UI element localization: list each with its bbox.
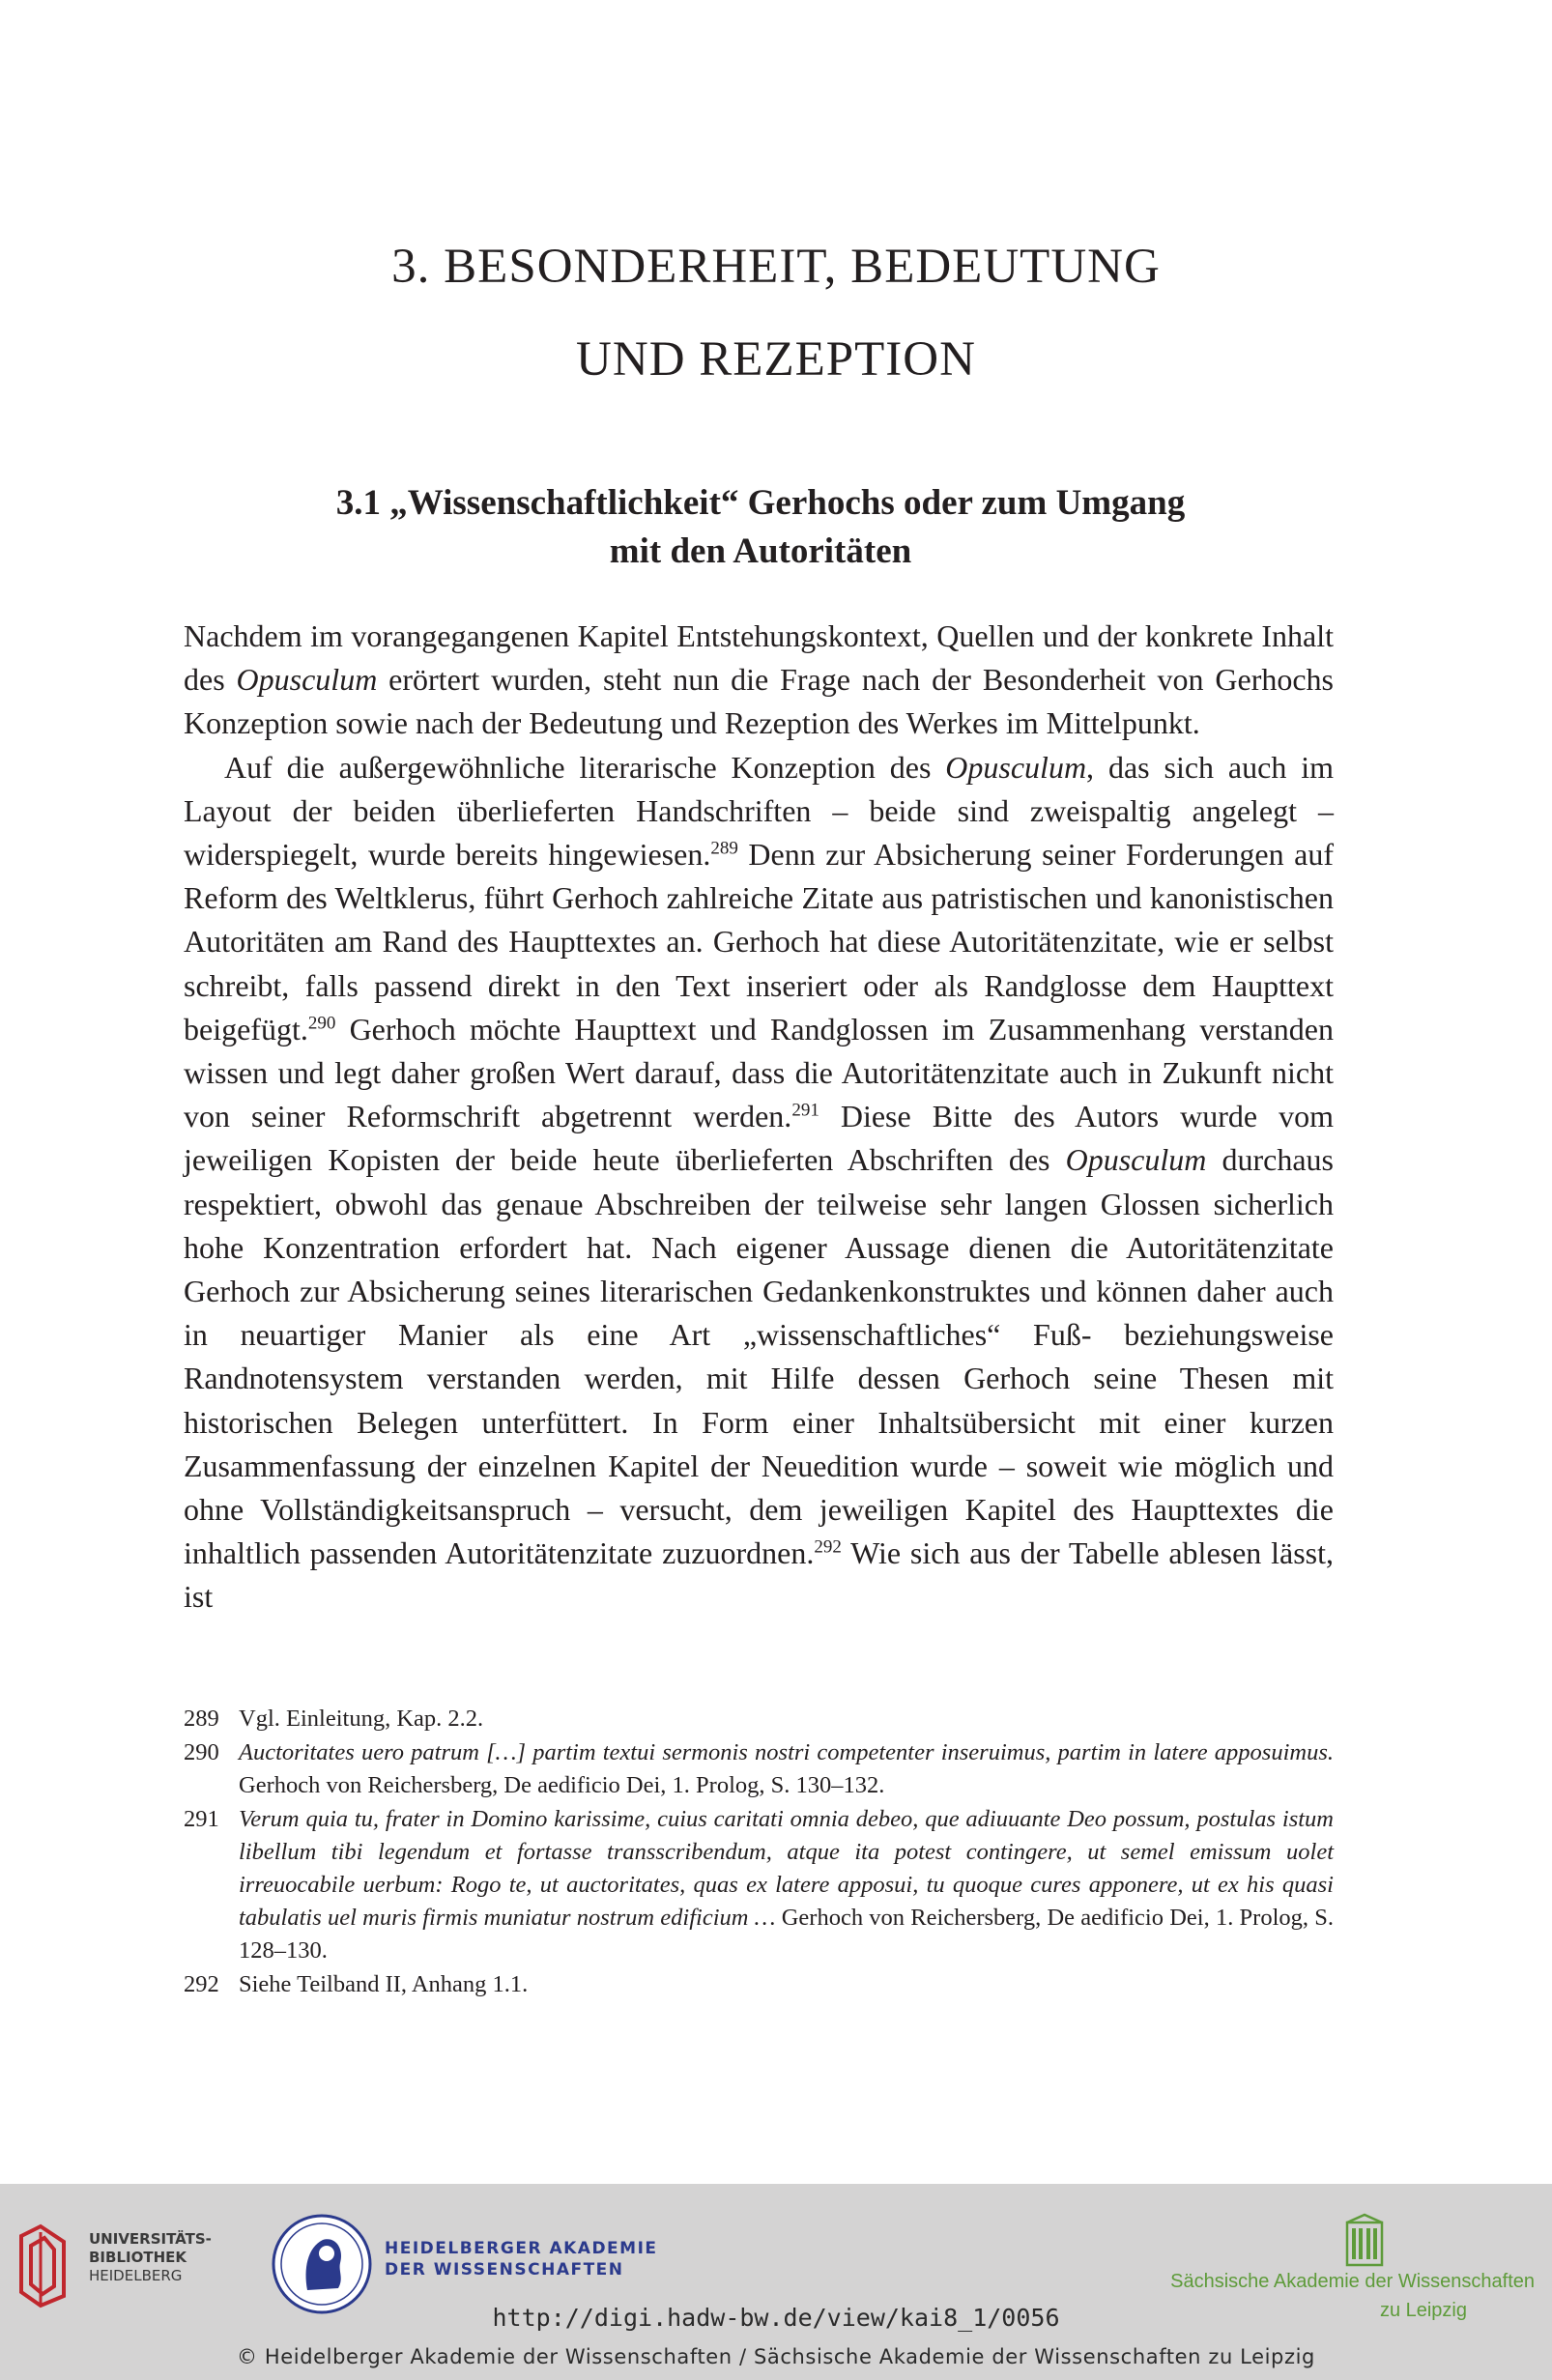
footnote-292 xyxy=(184,1968,1334,2001)
text-run: , das sich auch im Layout der beiden überlieferten Handschriften – beide sind zweispaltig angelegt – widerspiegelt, wurde bereits hingewiesen. xyxy=(184,749,1334,873)
text-run: durchaus respektiert, obwohl das genaue Abschreiben der teilweise sehr langen Glossen sicherlich hohe Konzentration erfordert hat. Nach eigener Aussage dienen die Autoritätenzitate Gerhoch zur Absicherung seines literarischen Gedankenkonstruktes und können daher auch in neuartiger Manier als eine Art „wissenschaftliches“ Fuß- beziehungsweise Randnotensystem verstanden werden, mit Hilfe dessen Gerhoch seine Thesen mit historischen Belegen unterfüttert. In Form einer Inhaltsübersicht mit einer kurzen Zusammenfassung der einzelnen Kapitel der Neuedition wurde – soweit wie möglich und ohne Vollständigkeitsanspruch – versucht, dem jeweiligen Kapitel des Haupttextes die inhaltlich passenden Autoritätenzitate zuzuordnen. xyxy=(184,1142,1335,1571)
latin-quote: Auctoritates uero patrum […] partim textui sermonis nostri competenter inseruimus, partim in latere apposuimus. xyxy=(239,1739,1334,1765)
italic-title: Opusculum xyxy=(236,662,378,698)
italic-title: Opusculum xyxy=(1065,1142,1207,1178)
ub-line-2: BIBLIOTHEK xyxy=(89,2249,187,2266)
text-run: Diese Bitte des Autors wurde vom jeweiligen Kopisten der beide heute überlieferten Abschriften des xyxy=(184,1099,1335,1178)
text-run: Denn zur Absicherung seiner Forderungen auf Reform des Weltklerus, führt Gerhoch zahlreiche Zitate aus patristischen und kanonistischen Autoritäten am Rand des Haupttextes an. Gerhoch hat diese Autoritätenzitate, wie er selbst schreibt, falls passend direkt in den Text inseriert oder als Randglosse dem Haupttext beigefügt. xyxy=(184,837,1335,1047)
document-url-link[interactable]: http://digi.hadw-bw.de/view/kai8_1/0056 xyxy=(492,2304,1060,2332)
italic-title: Opusculum xyxy=(945,749,1087,785)
footnote-number: 289 xyxy=(184,1706,219,1732)
saw-line-1: Sächsische Akademie der Wissenschaften xyxy=(1170,2271,1535,2292)
saw-line-2: zu Leipzig xyxy=(1379,2300,1467,2321)
ub-line-1: UNIVERSITÄTS- xyxy=(89,2230,212,2248)
text-run: erörtert wurden, steht nun die Frage nach der Besonderheit von Gerhochs Konzeption sowie nach der Bedeutung und Rezeption des Werkes im Mittelpunkt. xyxy=(184,662,1335,741)
section-title-line-1: 3.1 „Wissenschaftlichkeit“ Gerhochs oder zum Umgang xyxy=(335,483,1186,523)
latin-quote: Verum quia tu, frater in Domino karissime, cuius caritati omnia debeo, que adiuuante Deo possum, postulas istum libellum tibi legendum et fortasse transscribendum, atque ita potest contingere, ut semel emissum uolet irreuocabile uerbum: Rogo te, ut auctoritates, quas ex latere apposui, tu quoque cures apponere, ut ex his quasi tabulatis uel muris firmis muniatur nostrum edificium … xyxy=(239,1806,1334,1931)
footnote-ref-290[interactable]: 290 xyxy=(307,1013,336,1034)
footnote-text: Vgl. Einleitung, Kap. 2.2. xyxy=(239,1706,484,1732)
text-run: Gerhoch möchte Haupttext und Randglossen im Zusammenhang verstanden wissen und legt daher großen Wert darauf, dass die Autoritätenzitate auch in Zukunft nicht von seiner Reformschrift abgetrennt werden. xyxy=(184,1011,1334,1134)
footnote-number: 291 xyxy=(184,1806,219,1832)
paragraph-2 xyxy=(184,746,1334,1620)
footnote-ref-291[interactable]: 291 xyxy=(791,1100,819,1121)
citation: Gerhoch von Reichersberg, De aedificio Dei, 1. Prolog, S. 130–132. xyxy=(239,1772,885,1798)
text-run: Nachdem im vorangegangenen Kapitel Entstehungskontext, Quellen und der konkrete Inhalt des xyxy=(184,618,1334,698)
copyright-notice: © Heidelberger Akademie der Wissenschaften / Sächsische Akademie der Wissenschaften zu Leipzig xyxy=(237,2345,1315,2368)
footnote-text xyxy=(239,1803,1334,1967)
footnote-number: 292 xyxy=(184,1971,219,1997)
footnotes xyxy=(184,1703,1334,2002)
chapter-title xyxy=(0,220,1552,406)
chapter-title-line-2: UND REZEPTION xyxy=(576,332,976,387)
academy-name xyxy=(385,2238,658,2280)
footnote-291 xyxy=(184,1803,1334,1967)
footnote-text xyxy=(239,1736,1334,1802)
body-text xyxy=(184,615,1334,1620)
hadw-line-2: DER WISSENSCHAFTEN xyxy=(385,2260,624,2280)
chapter-title-line-1: 3. BESONDERHEIT, BEDEUTUNG xyxy=(391,240,1161,294)
hadw-line-1: HEIDELBERGER AKADEMIE xyxy=(385,2239,658,2258)
university-library-name xyxy=(89,2230,212,2285)
footnote-289 xyxy=(184,1703,1334,1735)
paragraph-1 xyxy=(184,615,1334,746)
footnote-text: Siehe Teilband II, Anhang 1.1. xyxy=(239,1971,529,1997)
footnote-ref-289[interactable]: 289 xyxy=(710,838,738,859)
text-run: Auf die außergewöhnliche literarische Konzeption des xyxy=(224,749,946,785)
section-title-line-2: mit den Autoritäten xyxy=(609,531,912,571)
citation: Gerhoch von Reichersberg, De aedificio Dei, 1. Prolog, S. 128–130. xyxy=(239,1905,1335,1964)
footnote-290 xyxy=(184,1736,1334,1802)
academy-seal-icon[interactable] xyxy=(269,2211,375,2317)
saxon-academy-building-icon[interactable] xyxy=(1345,2213,1384,2267)
section-title xyxy=(0,479,1521,576)
footnote-ref-292[interactable]: 292 xyxy=(814,1536,842,1558)
ub-line-3: HEIDELBERG xyxy=(89,2267,183,2284)
text-run: Wie sich aus der Tabelle ablesen lässt, ist xyxy=(184,1535,1335,1615)
footnote-number: 290 xyxy=(184,1739,219,1765)
